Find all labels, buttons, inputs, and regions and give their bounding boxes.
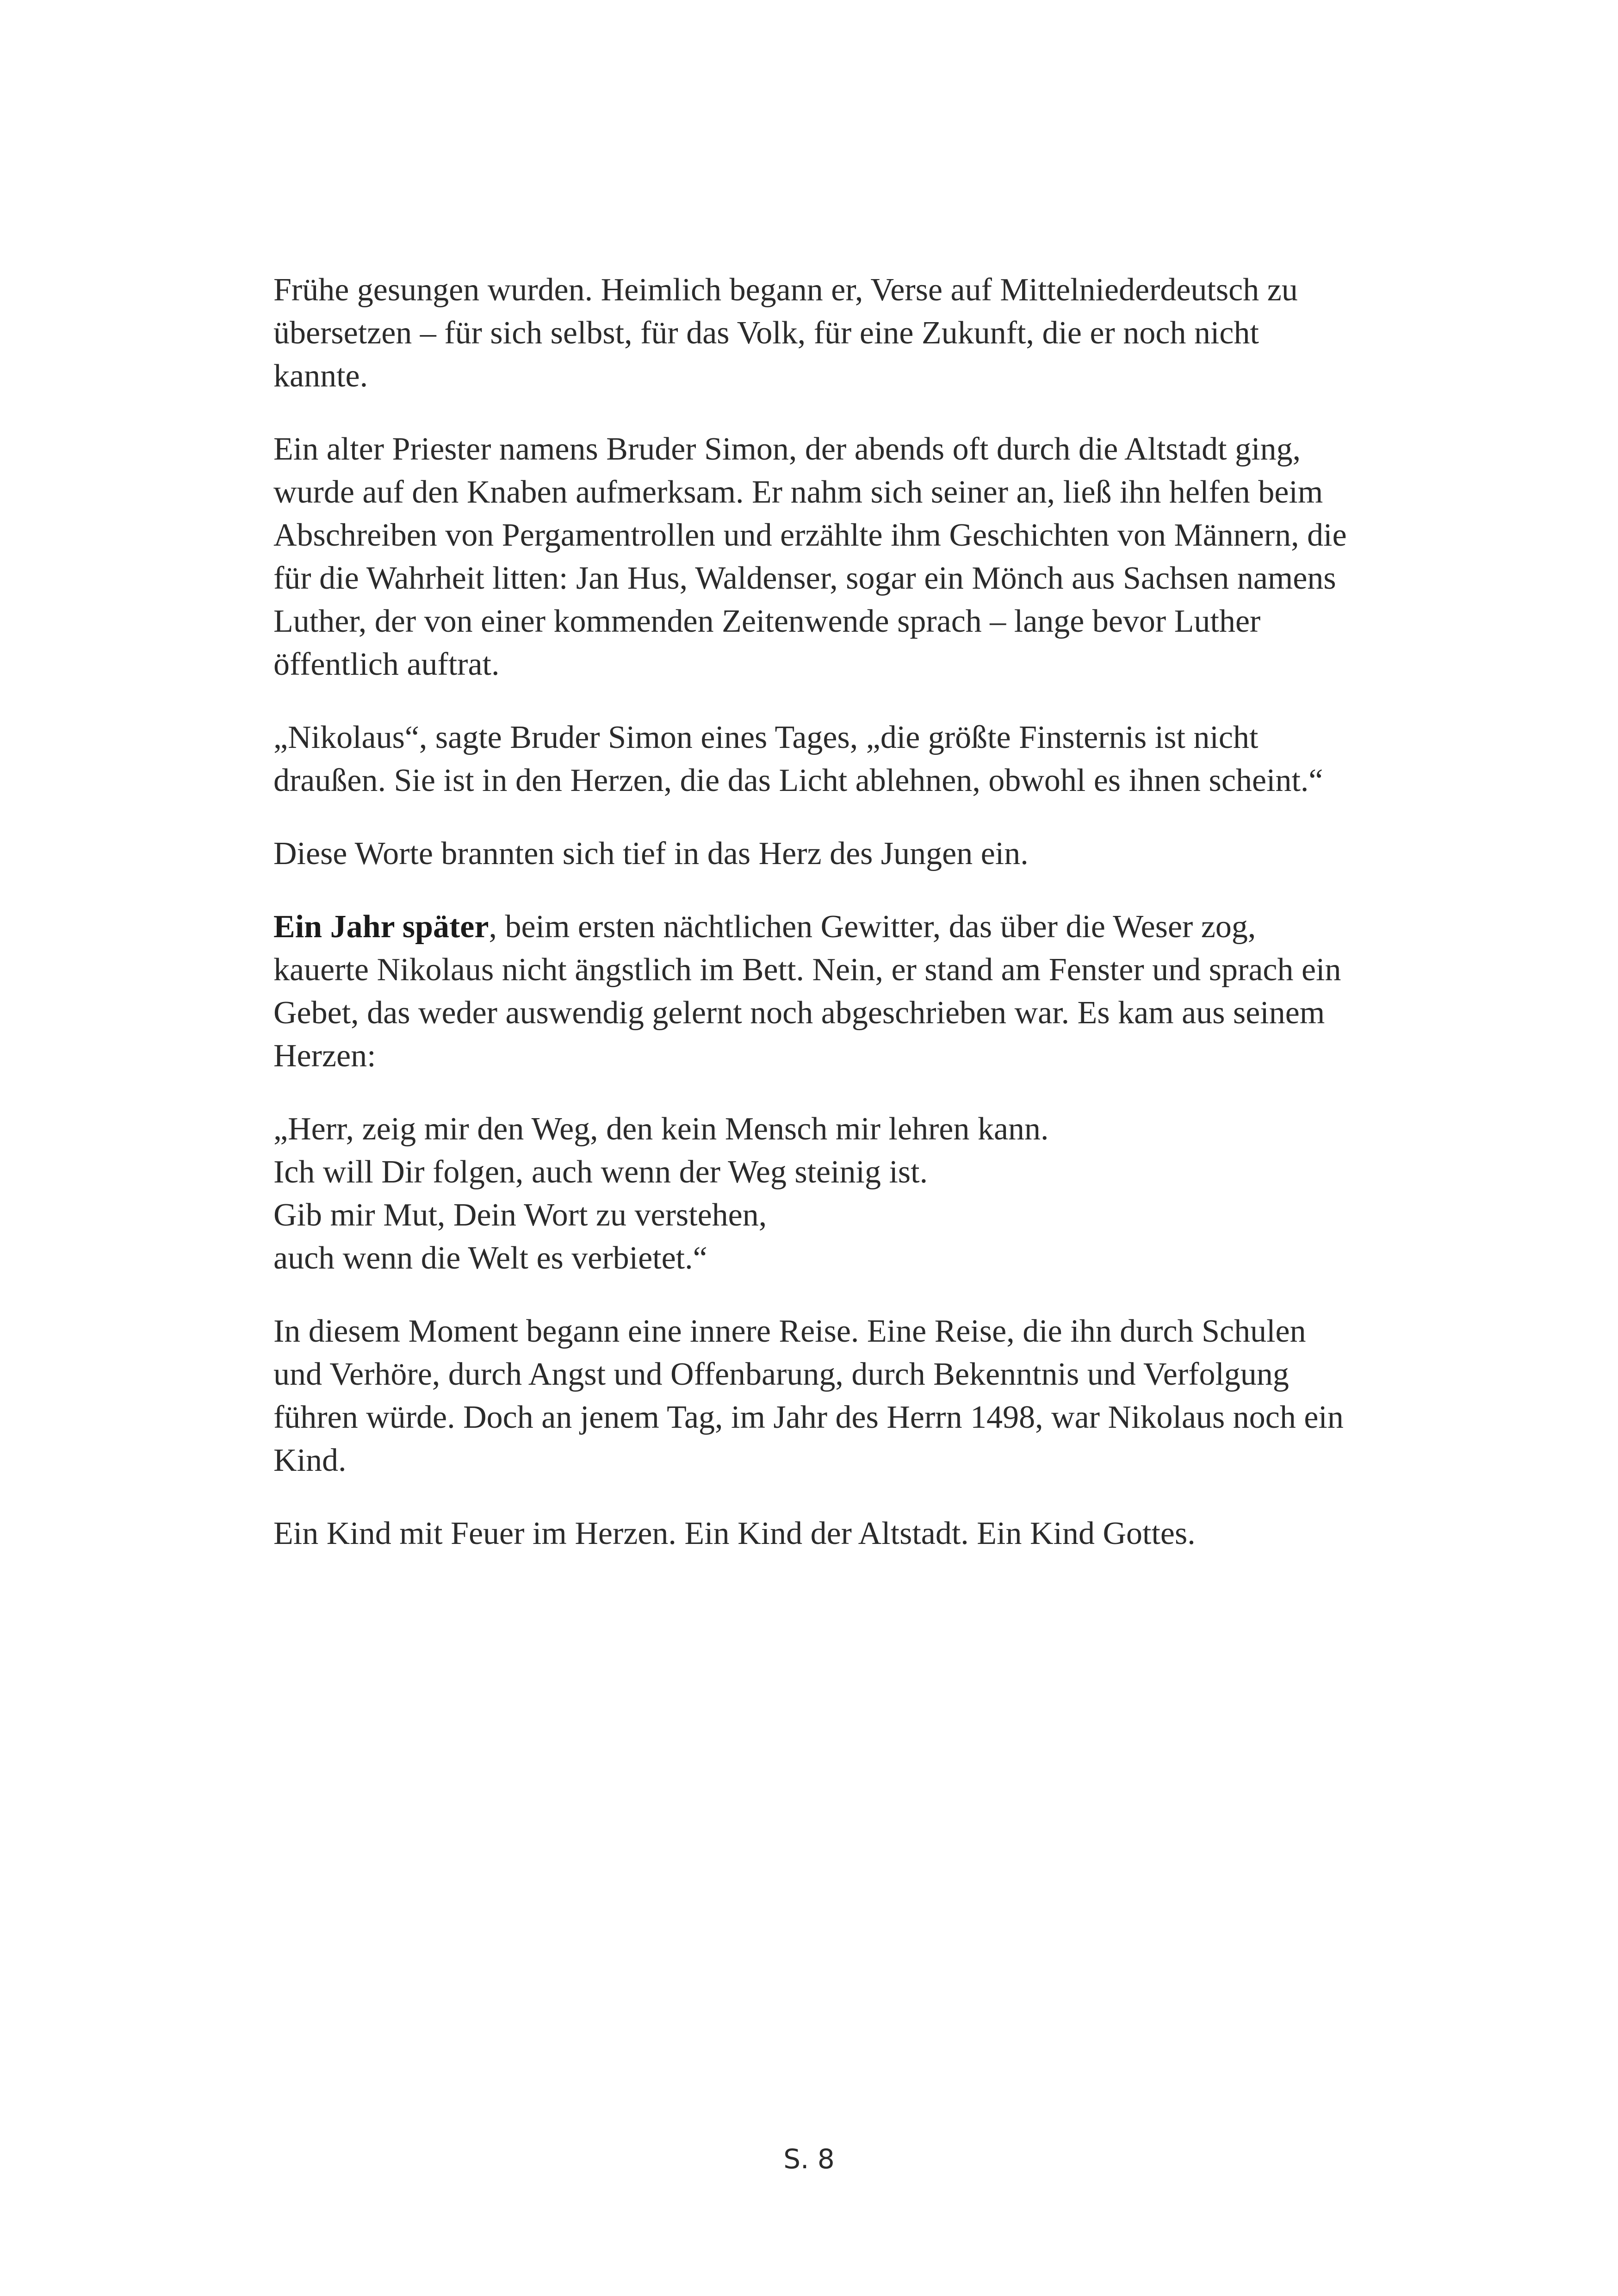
paragraph: Frühe gesungen wurden. Heimlich begann er, Verse auf Mittelniederdeutsch zu übersetzen – für sich selbst, für das Volk, für eine Zukunft, die er noch nicht kannte. <box>273 272 1298 394</box>
poem-line: „Herr, zeig mir den Weg, den kein Mensch mir lehren kann. <box>273 1111 1049 1147</box>
paragraph-with-bold-lead <box>273 905 1356 1077</box>
poem-line: auch wenn die Welt es verbietet.“ <box>273 1240 707 1276</box>
paragraph: Ein Kind mit Feuer im Herzen. Ein Kind der Altstadt. Ein Kind Gottes. <box>273 1516 1196 1551</box>
paragraph: Diese Worte brannten sich tief in das Herz des Jungen ein. <box>273 836 1029 871</box>
prayer-poem <box>273 1108 1356 1280</box>
bold-lead-text: Ein Jahr später <box>273 909 489 945</box>
paragraph: In diesem Moment begann eine innere Reise. Eine Reise, die ihn durch Schulen und Verhöre, durch Angst und Offenbarung, durch Bekenntnis und Verfolgung führen würde. Doch an jenem Tag, im Jahr des Herrn 1498, war Nikolaus noch ein Kind. <box>273 1313 1344 1478</box>
paragraph-rest-text: , beim ersten nächtlichen Gewitter, das über die Weser zog, kauerte Nikolaus nicht ängstlich im Bett. Nein, er stand am Fenster und sprach ein Gebet, das weder auswendig gelernt noch abgeschrieben war. Es kam aus seinem Herzen: <box>273 909 1341 1074</box>
body-text <box>273 268 1356 1585</box>
page-number: S. 8 <box>783 2143 835 2175</box>
paragraph: „Nikolaus“, sagte Bruder Simon eines Tages, „die größte Finsternis ist nicht draußen. Sie ist in den Herzen, die das Licht ablehnen, obwohl es ihnen scheint.“ <box>273 720 1323 798</box>
poem-line: Gib mir Mut, Dein Wort zu verstehen, <box>273 1197 767 1233</box>
paragraph: Ein alter Priester namens Bruder Simon, der abends oft durch die Altstadt ging, wurde auf den Knaben aufmerksam. Er nahm sich seiner an, ließ ihn helfen beim Abschreiben von Pergamentrollen und erzählte ihm Geschichten von Männern, die für die Wahrheit litten: Jan Hus, Waldenser, sogar ein Mönch aus Sachsen namens Luther, der von einer kommenden Zeitenwende sprach – lange bevor Luther öffentlich auftrat. <box>273 431 1347 682</box>
poem-line: Ich will Dir folgen, auch wenn der Weg steinig ist. <box>273 1154 928 1190</box>
